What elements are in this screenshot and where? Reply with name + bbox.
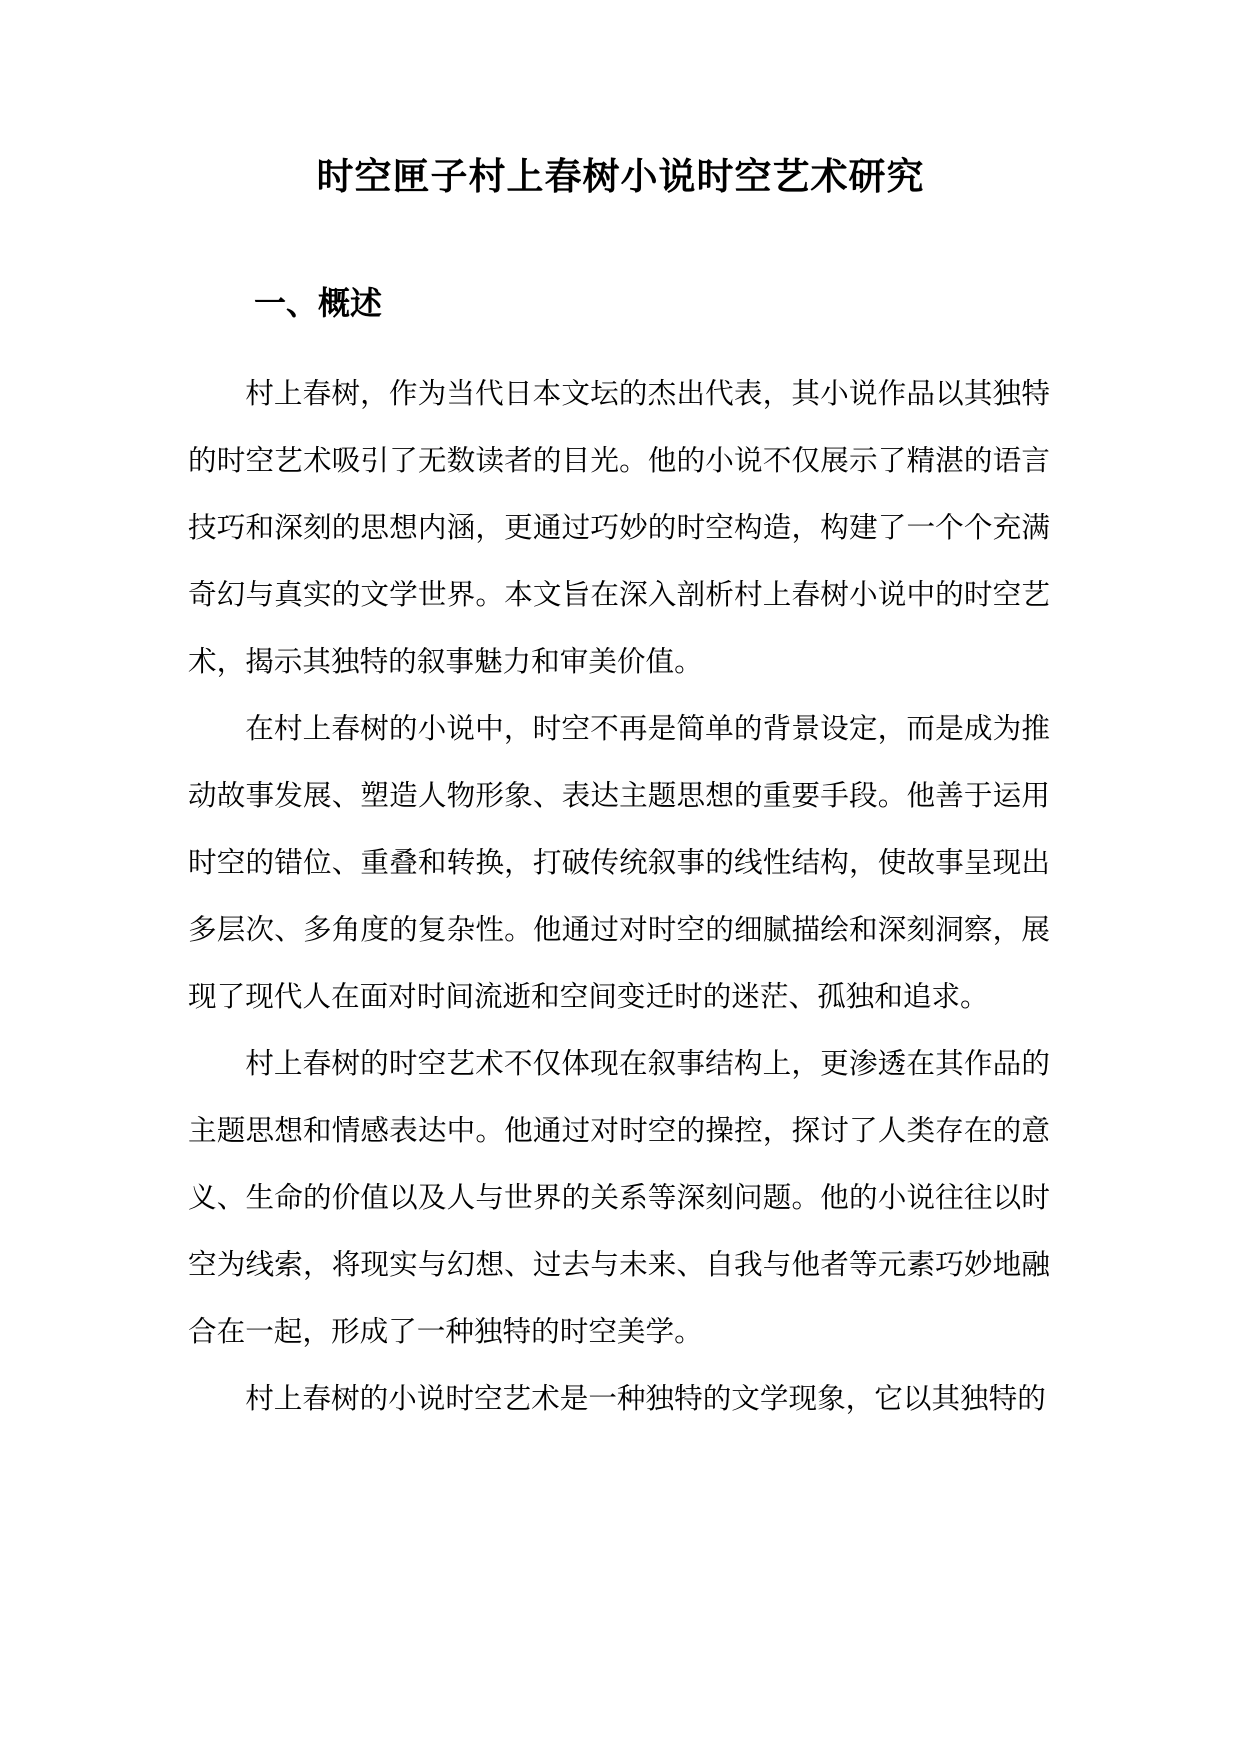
paragraph: 在村上春树的小说中，时空不再是简单的背景设定，而是成为推动故事发展、塑造人物形象、表达主题思想的重要手段。他善于运用时空的错位、重叠和转换，打破传统叙事的线性结构，使故事呈现出多层次、多角度的复杂性。他通过对时空的细腻描绘和深刻洞察，展现了现代人在面对时间流逝和空间变迁时的迷茫、孤独和追求。 <box>188 711 1050 1013</box>
document-title: 时空匣子村上春树小说时空艺术研究 <box>316 154 925 198</box>
document-body <box>188 360 1050 1432</box>
paragraph: 村上春树的小说时空艺术是一种独特的文学现象，它以其独特的 <box>245 1381 1046 1415</box>
section-heading: 一、概述 <box>254 284 383 322</box>
paragraph: 村上春树的时空艺术不仅体现在叙事结构上，更渗透在其作品的主题思想和情感表达中。他通过对时空的操控，探讨了人类存在的意义、生命的价值以及人与世界的关系等深刻问题。他的小说往往以时空为线索，将现实与幻想、过去与未来、自我与他者等元素巧妙地融合在一起，形成了一种独特的时空美学。 <box>188 1046 1050 1348</box>
paragraph: 村上春树，作为当代日本文坛的杰出代表，其小说作品以其独特的时空艺术吸引了无数读者的目光。他的小说不仅展示了精湛的语言技巧和深刻的思想内涵，更通过巧妙的时空构造，构建了一个个充满奇幻与真实的文学世界。本文旨在深入剖析村上春树小说中的时空艺术，揭示其独特的叙事魅力和审美价值。 <box>188 376 1050 678</box>
